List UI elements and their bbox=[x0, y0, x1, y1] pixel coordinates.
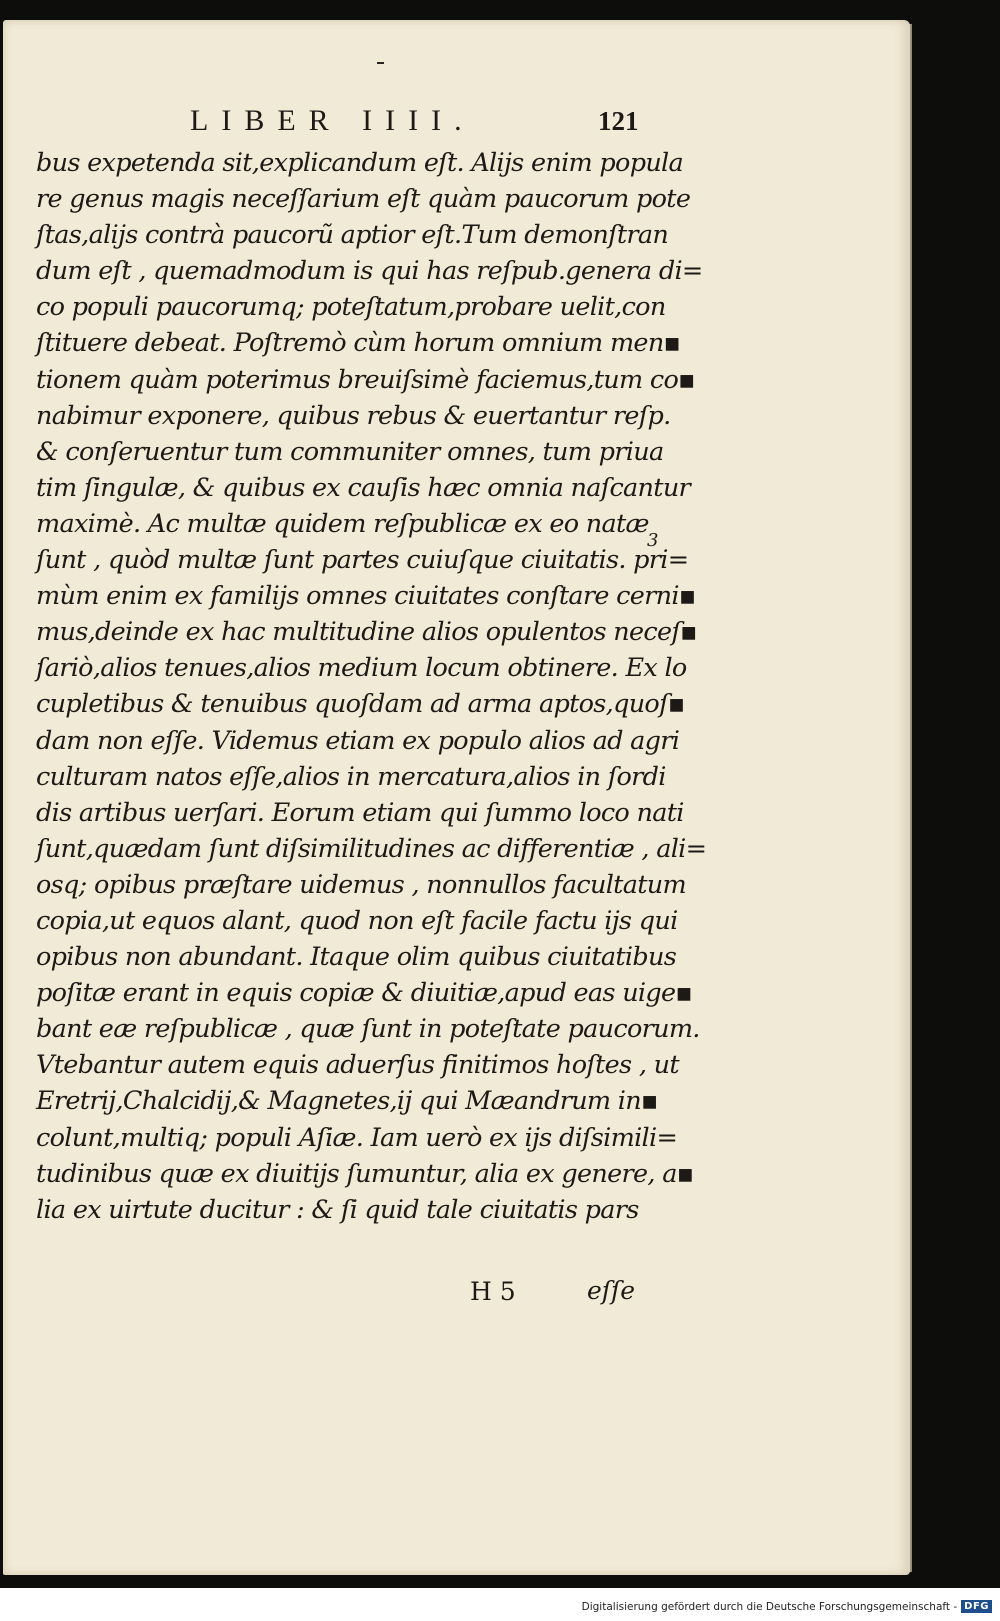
ink-mark bbox=[377, 62, 384, 64]
text-line: tudinibus quæ ex diuitijs ſumuntur, alia ex genere, a▪ bbox=[36, 1158, 694, 1189]
text-line: tim ſingulæ, & quibus ex cauſis hæc omnia naſcantur bbox=[36, 472, 691, 503]
catchword: eſſe bbox=[587, 1276, 636, 1305]
text-line: copia,ut equos alant, quod non eſt facile factu ijs qui bbox=[36, 905, 678, 936]
footer-credit-text: Digitalisierung gefördert durch die Deutsche Forschungsgemeinschaft - bbox=[581, 1600, 958, 1613]
text-line: Eretrij,Chalcidij,& Magnetes,ij qui Mæandrum in▪ bbox=[36, 1086, 658, 1117]
text-line: co populi paucorumq; poteſtatum,probare uelit,con bbox=[36, 292, 666, 323]
text-line: ſunt,quædam ſunt diſsimilitudines ac differentiæ , ali= bbox=[36, 833, 707, 864]
body-text bbox=[36, 145, 707, 1228]
text-line: lia ex uirtute ducitur : & ſi quid tale ciuitatis pars bbox=[36, 1194, 639, 1225]
text-line: Vtebantur autem equis aduerſus finitimos hoſtes , ut bbox=[36, 1050, 679, 1081]
text-line: nabimur exponere, quibus rebus & euertantur reſp. bbox=[36, 400, 671, 431]
text-line: re genus magis neceſſarium eſt quàm paucorum pote bbox=[36, 184, 691, 215]
text-line: ſtituere debeat. Poſtremò cùm horum omnium men▪ bbox=[36, 328, 681, 359]
running-head: LIBER IIII. bbox=[190, 104, 475, 137]
dfg-logo: DFG bbox=[961, 1600, 992, 1613]
signature-mark: H 5 bbox=[470, 1277, 516, 1306]
text-line: culturam natos eſſe,alios in mercatura,alios in ſordi bbox=[36, 761, 666, 792]
footer-credit bbox=[582, 1600, 992, 1613]
text-line: colunt,multiq; populi Aſiæ. Iam uerò ex ijs diſsimili= bbox=[36, 1122, 678, 1153]
text-line: poſitæ erant in equis copiæ & diuitiæ,apud eas uige▪ bbox=[36, 978, 692, 1009]
page-number: 121 bbox=[598, 106, 639, 136]
text-line: mùm enim ex familijs omnes ciuitates conſtare cerni▪ bbox=[36, 581, 696, 612]
text-line: maximè. Ac multæ quidem reſpublicæ ex eo natæ bbox=[36, 508, 649, 539]
text-line: dis artibus uerſari. Eorum etiam qui ſummo loco nati bbox=[36, 797, 684, 828]
text-line: bant eæ reſpublicæ , quæ ſunt in poteſtate paucorum. bbox=[36, 1014, 700, 1045]
text-line: tionem quàm poterimus breuiſsimè faciemus,tum co▪ bbox=[36, 364, 695, 395]
text-line: ſunt , quòd multæ ſunt partes cuiuſque ciuitatis. pri= bbox=[36, 545, 689, 576]
margin-note: 3 bbox=[647, 530, 659, 551]
text-line: dam non eſſe. Videmus etiam ex populo alios ad agri bbox=[36, 725, 680, 756]
text-line: ſariò,alios tenues,alios medium locum obtinere. Ex lo bbox=[36, 653, 687, 684]
text-line: osq; opibus præſtare uidemus , nonnullos facultatum bbox=[36, 869, 686, 900]
text-line: & conſeruentur tum communiter omnes, tum priua bbox=[36, 436, 664, 467]
text-line: ſtas,alijs contrà paucorũ aptior eſt.Tum demonſtran bbox=[36, 220, 669, 251]
text-line: opibus non abundant. Itaque olim quibus ciuitatibus bbox=[36, 942, 677, 973]
text-line: mus,deinde ex hac multitudine alios opulentos neceſ▪ bbox=[36, 617, 697, 648]
text-line: dum eſt , quemadmodum is qui has reſpub.genera di= bbox=[36, 256, 703, 287]
text-line: bus expetenda sit,explicandum eſt. Alijs enim popula bbox=[36, 148, 684, 178]
text-line: cupletibus & tenuibus quoſdam ad arma aptos,quoſ▪ bbox=[36, 689, 685, 720]
